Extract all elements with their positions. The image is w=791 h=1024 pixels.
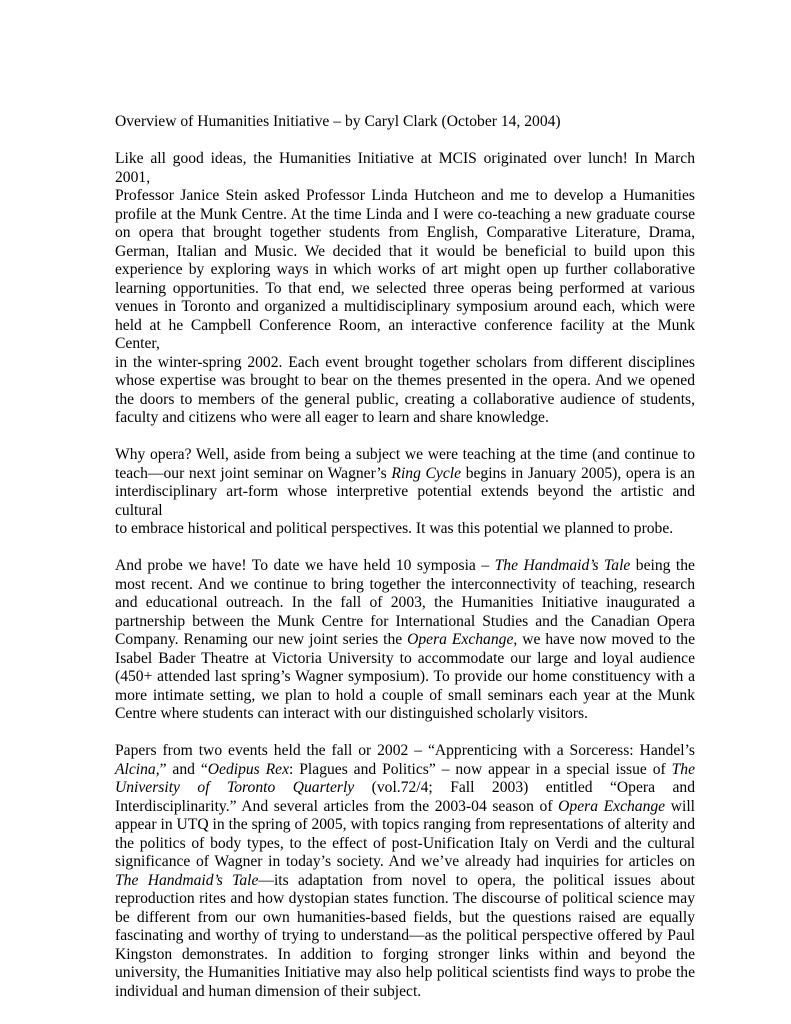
text-line [115,150,695,187]
text-line [115,650,695,669]
text-run: , we have now moved to the [513,631,695,648]
text-run: Isabel Bader Theatre at Victoria University to accommodate our large and loyal audience [115,649,695,667]
text-run: will [665,797,695,815]
text-line [115,909,695,928]
paragraph-3 [115,557,695,724]
text-line [115,243,695,262]
italic-text: Oedipus Rex [207,760,290,778]
text-run: venues in Toronto and organized a multidisciplinary symposium around each, which were [115,298,695,315]
text-run: Like all good ideas, the Humanities Initiative at MCIS originated over lunch! In March 2001, [115,150,695,186]
text-run: Centre where students can interact with our distinguished scholarly visitors. [115,705,588,722]
text-line [115,816,695,835]
text-line [115,298,695,317]
text-line [115,483,695,520]
text-run: (450+ attended last spring’s Wagner symposium). To provide our home constituency with a [115,668,695,685]
text-line [115,224,695,243]
text-run: significance of Wagner in today’s society. And we’ve already had inquiries for articles on [115,853,695,870]
text-run: interdisciplinary art-form whose interpretive potential extends beyond the artistic and cultural [115,483,695,519]
text-line [115,798,695,817]
text-line [115,465,695,484]
text-run: Professor Janice Stein asked Professor Linda Hutcheon and me to develop a Humanities [115,187,695,204]
text-line [115,779,695,798]
text-line [115,835,695,854]
text-line [115,742,695,761]
text-line [115,631,695,650]
text-line [115,613,695,632]
text-run: on opera that brought together students from English, Comparative Literature, Drama, [115,224,695,241]
text-line [115,983,695,1002]
text-run: be different from our own humanities-based fields, but the questions raised are equally [115,908,695,926]
text-run: Kingston demonstrates. In addition to forging stronger links within and beyond the [115,945,695,963]
text-line [115,391,695,410]
text-run: experience by exploring ways in which works of art might open up further collaborative [115,261,695,278]
italic-text: The Handmaid’s Tale [494,557,631,574]
paragraph-2 [115,446,695,539]
document-title: Overview of Humanities Initiative – by Caryl Clark (October 14, 2004) [115,113,561,130]
text-run: whose expertise was brought to bear on the themes presented in the opera. And we opened [115,372,695,389]
italic-text: Alcina [115,760,156,778]
text-line [115,446,695,465]
text-run: German, Italian and Music. We decided that it would be beneficial to build upon this [115,242,695,260]
text-line [115,594,695,613]
italic-text: University of Toronto Quarterly [115,779,355,796]
text-run: more intimate setting, we plan to hold a couple of small seminars each year at the Munk [115,686,695,704]
text-run: most recent. And we continue to bring together the interconnectivity of teaching, research [115,575,695,593]
document-body [115,150,695,1001]
text-line [115,261,695,280]
text-line [115,927,695,946]
text-run: faculty and citizens who were all eager to learn and share knowledge. [115,409,549,426]
italic-text: The Handmaid’s Tale [115,871,259,889]
text-line [115,853,695,872]
text-run: profile at the Munk Centre. At the time Linda and I were co-teaching a new graduate course [115,205,695,223]
text-line [115,317,695,354]
text-run: Company. Renaming our new joint series the [115,631,408,648]
text-line [115,372,695,391]
text-run: university, the Humanities Initiative may also help political scientists find ways to probe the [115,964,695,981]
document-page [115,113,695,1020]
text-run: (vol.72/4; Fall 2003) entitled “Opera and [354,779,695,796]
text-run: begins in January 2005), opera is an [461,464,695,482]
text-line [115,576,695,595]
text-line [115,668,695,687]
text-line [115,520,695,539]
text-run: And probe we have! To date we have held 10 symposia – [115,557,495,574]
italic-text: Opera Exchange [407,631,514,648]
text-line [115,872,695,891]
text-run: ,” and “ [155,760,208,778]
text-run: reproduction rites and how dystopian states function. The discourse of political science may [115,890,695,907]
text-run: teach—our next joint seminar on Wagner’s [115,464,392,482]
text-run: held at he Campbell Conference Room, an interactive conference facility at the Munk Center, [115,316,695,352]
text-run: being the [630,557,695,574]
text-run: Papers from two events held the fall or 2002 – “Apprenticing with a Sorceress: Handel’s [115,742,695,759]
paragraph-1 [115,150,695,428]
text-run: individual and human dimension of their subject. [115,982,422,1000]
text-run: and educational outreach. In the fall of 2003, the Humanities Initiative inaugurated a [115,594,695,611]
italic-text: Ring Cycle [391,464,462,482]
text-line [115,964,695,983]
text-run: to embrace historical and political perspectives. It was this potential we planned to probe. [115,520,674,537]
text-line [115,187,695,206]
text-run: Why opera? Well, aside from being a subject we were teaching at the time (and continue to [115,446,695,463]
text-run: in the winter-spring 2002. Each event brought together scholars from different disciplines [115,353,695,371]
text-line [115,705,695,724]
text-line [115,206,695,225]
text-run: the doors to members of the general public, creating a collaborative audience of students, [115,390,695,408]
text-line [115,354,695,373]
text-line [115,761,695,780]
text-run: fascinating and worthy of trying to understand—as the political perspective offered by Paul [115,927,695,944]
text-line [115,946,695,965]
text-run: —its adaptation from novel to opera, the political issues about [258,871,695,889]
text-line [115,409,695,428]
text-run: learning opportunities. To that end, we selected three operas being performed at various [115,279,695,297]
text-run: Interdisciplinarity.” And several articles from the 2003-04 season of [115,797,559,815]
text-run: the politics of body types, to the effect of post-Unification Italy on Verdi and the cultural [115,834,695,852]
paragraph-4 [115,742,695,1001]
text-run: appear in UTQ in the spring of 2005, with topics ranging from representations of alterity and [115,816,695,833]
text-run: : Plagues and Politics” – now appear in a special issue of [289,760,672,778]
text-run: partnership between the Munk Centre for International Studies and the Canadian Opera [115,612,695,630]
text-line [115,280,695,299]
text-line [115,687,695,706]
italic-text: Opera Exchange [558,797,666,815]
italic-text: The [671,760,695,778]
text-line [115,557,695,576]
text-line [115,890,695,909]
